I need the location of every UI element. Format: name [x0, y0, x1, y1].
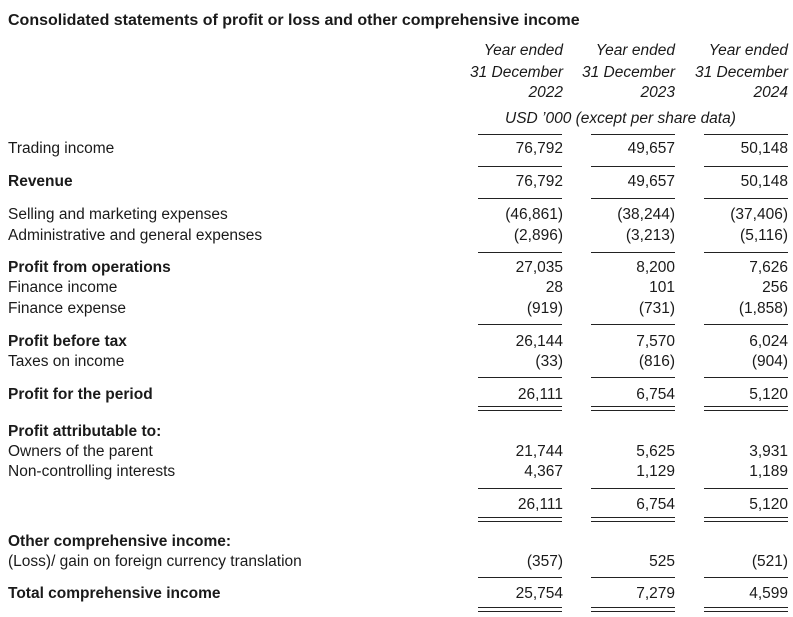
- row-value: 28: [545, 279, 563, 296]
- column-header-l1: Year ended: [483, 42, 563, 59]
- row-value: 50,148: [740, 173, 788, 190]
- row-value: (37,406): [730, 206, 788, 223]
- row-label: Profit attributable to:: [8, 423, 162, 440]
- column-header-l1: Year ended: [595, 42, 675, 59]
- rule-line: [478, 488, 562, 489]
- row-value: (816): [638, 353, 675, 370]
- row-value: 49,657: [627, 140, 675, 157]
- row-value: 1,189: [749, 463, 788, 480]
- row-value: 76,792: [515, 173, 563, 190]
- rule-line: [478, 577, 562, 578]
- double-rule-line: [704, 517, 788, 522]
- row-value: (1,858): [738, 300, 788, 317]
- column-header-l3: 2023: [640, 84, 675, 101]
- row-value: (5,116): [740, 227, 788, 244]
- row-value: 26,111: [517, 386, 563, 403]
- row-value: (38,244): [617, 206, 675, 223]
- row-value: 5,625: [636, 443, 675, 460]
- row-label: Non-controlling interests: [8, 463, 176, 480]
- rule-line: [478, 198, 562, 199]
- row-value: (3,213): [625, 227, 675, 244]
- column-header-l3: 2022: [528, 84, 563, 101]
- column-header-l2: 31 December: [469, 64, 563, 81]
- row-value: 6,024: [749, 333, 788, 350]
- statement-title: Consolidated statements of profit or loss and other comprehensive income: [8, 12, 580, 29]
- row-label: Administrative and general expenses: [8, 227, 263, 244]
- rule-line: [704, 166, 788, 167]
- row-value: 4,367: [524, 463, 563, 480]
- rule-line: [704, 577, 788, 578]
- rule-line: [478, 324, 562, 325]
- row-value: 5,120: [749, 496, 788, 513]
- row-value: (731): [638, 300, 675, 317]
- row-label: Selling and marketing expenses: [8, 206, 228, 223]
- row-value: (2,896): [513, 227, 563, 244]
- rule-line: [704, 377, 788, 378]
- row-value: (904): [751, 353, 788, 370]
- row-label: (Loss)/ gain on foreign currency translation: [8, 553, 302, 570]
- row-value: 49,657: [627, 173, 675, 190]
- rule-line: [704, 324, 788, 325]
- double-rule-line: [704, 607, 788, 612]
- column-header-l2: 31 December: [694, 64, 788, 81]
- row-value: 25,754: [515, 585, 563, 602]
- double-rule-line: [591, 517, 675, 522]
- rule-line: [591, 577, 675, 578]
- row-label: Taxes on income: [8, 353, 125, 370]
- row-value: 6,754: [636, 386, 675, 403]
- row-value: 1,129: [636, 463, 675, 480]
- row-value: 7,570: [636, 333, 675, 350]
- row-value: 101: [649, 279, 675, 296]
- row-value: 8,200: [636, 259, 675, 276]
- double-rule-line: [478, 406, 562, 411]
- row-label: Profit from operations: [8, 259, 171, 276]
- row-value: 27,035: [515, 259, 563, 276]
- rule-line: [704, 488, 788, 489]
- row-value: 4,599: [749, 585, 788, 602]
- row-label: Owners of the parent: [8, 443, 153, 460]
- rule-line: [704, 134, 788, 135]
- row-value: (46,861): [505, 206, 563, 223]
- column-header-l2: 31 December: [581, 64, 675, 81]
- column-header-l3: 2024: [753, 84, 788, 101]
- row-value: 525: [649, 553, 675, 570]
- row-value: 256: [762, 279, 788, 296]
- row-label: Profit before tax: [8, 333, 127, 350]
- double-rule-line: [591, 406, 675, 411]
- row-value: (33): [535, 353, 563, 370]
- row-label: Revenue: [8, 173, 73, 190]
- double-rule-line: [591, 607, 675, 612]
- row-label: Trading income: [8, 140, 115, 157]
- row-value: 21,744: [515, 443, 563, 460]
- units-label: USD ’000 (except per share data): [505, 110, 736, 127]
- row-label: Finance income: [8, 279, 118, 296]
- rule-line: [478, 134, 562, 135]
- rule-line: [704, 252, 788, 253]
- row-value: 50,148: [740, 140, 788, 157]
- row-value: 6,754: [636, 496, 675, 513]
- rule-line: [704, 198, 788, 199]
- row-value: 26,144: [515, 333, 563, 350]
- rule-line: [591, 134, 675, 135]
- column-header-l1: Year ended: [708, 42, 788, 59]
- double-rule-line: [478, 607, 562, 612]
- rule-line: [478, 166, 562, 167]
- rule-line: [591, 198, 675, 199]
- row-value: 26,111: [517, 496, 563, 513]
- row-value: (919): [526, 300, 563, 317]
- row-value: (521): [751, 553, 788, 570]
- row-value: 76,792: [515, 140, 563, 157]
- row-value: 7,626: [749, 259, 788, 276]
- row-label: Profit for the period: [8, 386, 153, 403]
- rule-line: [591, 377, 675, 378]
- rule-line: [591, 252, 675, 253]
- double-rule-line: [704, 406, 788, 411]
- rule-line: [478, 252, 562, 253]
- double-rule-line: [478, 517, 562, 522]
- row-value: 5,120: [749, 386, 788, 403]
- rule-line: [478, 377, 562, 378]
- row-value: (357): [526, 553, 563, 570]
- rule-line: [591, 166, 675, 167]
- row-value: 3,931: [749, 443, 788, 460]
- row-label: Total comprehensive income: [8, 585, 221, 602]
- rule-line: [591, 488, 675, 489]
- row-label: Other comprehensive income:: [8, 533, 232, 550]
- row-value: 7,279: [636, 585, 675, 602]
- row-label: Finance expense: [8, 300, 127, 317]
- rule-line: [591, 324, 675, 325]
